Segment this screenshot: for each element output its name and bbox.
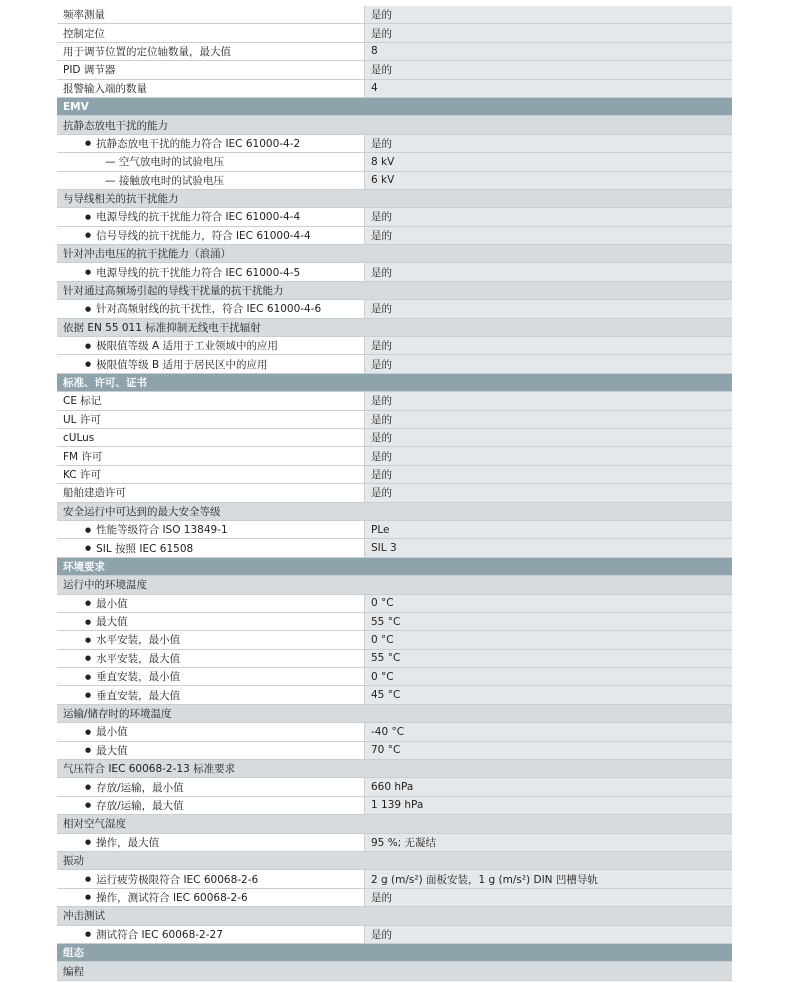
- spec-label: ● 水平安装，最小值: [57, 631, 365, 648]
- subsection-header: [57, 282, 732, 300]
- subsection-title: 相对空气湿度: [63, 818, 126, 831]
- spec-value: 是的: [365, 337, 732, 354]
- spec-row: [57, 263, 732, 281]
- subsection-title: 针对冲击电压的抗干扰能力（浪涌）: [63, 248, 231, 261]
- spec-row: [57, 24, 732, 42]
- subsection-header: [57, 705, 732, 723]
- section-title: EMV: [63, 100, 89, 113]
- spec-value: 是的: [365, 355, 732, 372]
- subsection-header: [57, 815, 732, 833]
- spec-row: [57, 521, 732, 539]
- spec-label: ● 电源导线的抗干扰能力符合 IEC 61000-4-4: [57, 208, 365, 225]
- spec-row: [57, 778, 732, 796]
- spec-value: 8 kV: [365, 153, 732, 170]
- spec-value: 55 °C: [365, 650, 732, 667]
- spec-row: [57, 411, 732, 429]
- spec-row: [57, 135, 732, 153]
- subsection-header: [57, 319, 732, 337]
- subsection-title: 气压符合 IEC 60068-2-13 标准要求: [63, 763, 236, 776]
- spec-value: 55 °C: [365, 613, 732, 630]
- spec-value: SIL 3: [365, 539, 732, 556]
- spec-row: [57, 429, 732, 447]
- section-header: [57, 558, 732, 576]
- spec-value: 是的: [365, 6, 732, 23]
- spec-value: 8: [365, 43, 732, 60]
- spec-label: ● 最小值: [57, 595, 365, 612]
- section-header: [57, 374, 732, 392]
- spec-label: ● 存放/运输，最小值: [57, 778, 365, 795]
- spec-value: PLe: [365, 521, 732, 538]
- subsection-title: 安全运行中可达到的最大安全等级: [63, 505, 221, 518]
- spec-label: 控制定位: [57, 24, 365, 41]
- spec-row: [57, 392, 732, 410]
- spec-label: CE 标记: [57, 392, 365, 409]
- spec-value: 0 °C: [365, 668, 732, 685]
- spec-label: FM 许可: [57, 447, 365, 464]
- spec-label: ● 极限值等级 B 适用于居民区中的应用: [57, 355, 365, 372]
- section-title: 环境要求: [63, 560, 105, 573]
- spec-value: 4: [365, 80, 732, 97]
- spec-row: [57, 723, 732, 741]
- spec-value: 是的: [365, 300, 732, 317]
- spec-label: — 空气放电时的试验电压: [57, 153, 365, 170]
- spec-label: 用于调节位置的定位轴数量，最大值: [57, 43, 365, 60]
- spec-value: 是的: [365, 263, 732, 280]
- subsection-title: 抗静态放电干扰的能力: [63, 119, 168, 132]
- spec-row: [57, 595, 732, 613]
- spec-value: 是的: [365, 447, 732, 464]
- spec-row: [57, 889, 732, 907]
- spec-label: KC 许可: [57, 466, 365, 483]
- spec-label: ● 针对高频射线的抗干扰性，符合 IEC 61000-4-6: [57, 300, 365, 317]
- spec-label: ● 最小值: [57, 723, 365, 740]
- subsection-header: [57, 760, 732, 778]
- spec-row: [57, 337, 732, 355]
- spec-label: 船舶建造许可: [57, 484, 365, 501]
- spec-value: 是的: [365, 484, 732, 501]
- spec-table: [57, 6, 732, 981]
- spec-value: 1 139 hPa: [365, 797, 732, 814]
- spec-label: 频率测量: [57, 6, 365, 23]
- subsection-title: 冲击测试: [63, 910, 105, 923]
- spec-value: 95 %; 无凝结: [365, 834, 732, 851]
- spec-row: [57, 300, 732, 318]
- spec-value: 是的: [365, 135, 732, 152]
- subsection-header: [57, 907, 732, 925]
- spec-label: ● 性能等级符合 ISO 13849-1: [57, 521, 365, 538]
- spec-row: [57, 447, 732, 465]
- spec-label: UL 许可: [57, 411, 365, 428]
- subsection-header: [57, 503, 732, 521]
- spec-value: 是的: [365, 466, 732, 483]
- subsection-header: [57, 852, 732, 870]
- spec-label: ● 操作，测试符合 IEC 60068-2-6: [57, 889, 365, 906]
- spec-row: [57, 613, 732, 631]
- spec-value: 45 °C: [365, 686, 732, 703]
- spec-row: [57, 80, 732, 98]
- subsection-header: [57, 576, 732, 594]
- section-title: 组态: [63, 947, 84, 960]
- spec-row: [57, 172, 732, 190]
- spec-row: [57, 355, 732, 373]
- spec-label: ● 操作，最大值: [57, 834, 365, 851]
- spec-label: ● 最大值: [57, 613, 365, 630]
- spec-row: [57, 742, 732, 760]
- spec-row: [57, 43, 732, 61]
- spec-label: cULus: [57, 429, 365, 446]
- spec-value: 是的: [365, 392, 732, 409]
- spec-row: [57, 834, 732, 852]
- spec-value: 是的: [365, 208, 732, 225]
- spec-row: [57, 61, 732, 79]
- spec-label: ● 垂直安装，最大值: [57, 686, 365, 703]
- subsection-title: 运行中的环境温度: [63, 579, 147, 592]
- spec-value: 是的: [365, 889, 732, 906]
- spec-row: [57, 797, 732, 815]
- subsection-title: 与导线相关的抗干扰能力: [63, 193, 179, 206]
- spec-value: 0 °C: [365, 631, 732, 648]
- spec-row: [57, 466, 732, 484]
- spec-row: [57, 153, 732, 171]
- spec-value: 6 kV: [365, 172, 732, 189]
- section-header: [57, 944, 732, 962]
- spec-value: 660 hPa: [365, 778, 732, 795]
- subsection-title: 编程: [63, 965, 84, 978]
- section-header: [57, 98, 732, 116]
- spec-label: ● 运行疲劳极限符合 IEC 60068-2-6: [57, 870, 365, 887]
- spec-value: 是的: [365, 926, 732, 943]
- subsection-title: 振动: [63, 855, 84, 868]
- spec-label: ● 抗静态放电干扰的能力符合 IEC 61000-4-2: [57, 135, 365, 152]
- spec-label: ● 测试符合 IEC 60068-2-27: [57, 926, 365, 943]
- spec-value: -40 °C: [365, 723, 732, 740]
- spec-label: ● 信号导线的抗干扰能力，符合 IEC 61000-4-4: [57, 227, 365, 244]
- spec-label: — 接触放电时的试验电压: [57, 172, 365, 189]
- spec-row: [57, 484, 732, 502]
- spec-label: 报警输入端的数量: [57, 80, 365, 97]
- spec-row: [57, 686, 732, 704]
- spec-value: 是的: [365, 227, 732, 244]
- spec-value: 是的: [365, 411, 732, 428]
- spec-row: [57, 208, 732, 226]
- spec-row: [57, 631, 732, 649]
- spec-label: PID 调节器: [57, 61, 365, 78]
- spec-row: [57, 539, 732, 557]
- spec-value: 是的: [365, 61, 732, 78]
- spec-label: ● SIL 按照 IEC 61508: [57, 539, 365, 556]
- subsection-header: [57, 190, 732, 208]
- subsection-header: [57, 962, 732, 980]
- spec-value: 70 °C: [365, 742, 732, 759]
- spec-value: 是的: [365, 429, 732, 446]
- spec-label: ● 垂直安装，最小值: [57, 668, 365, 685]
- spec-row: [57, 668, 732, 686]
- spec-value: 是的: [365, 24, 732, 41]
- subsection-title: 针对通过高频场引起的导线干扰量的抗干扰能力: [63, 285, 284, 298]
- subsection-header: [57, 116, 732, 134]
- subsection-title: 运输/储存时的环境温度: [63, 708, 172, 721]
- spec-row: [57, 650, 732, 668]
- spec-label: ● 电源导线的抗干扰能力符合 IEC 61000-4-5: [57, 263, 365, 280]
- spec-value: 2 g (m/s²) 面板安装，1 g (m/s²) DIN 凹槽导轨: [365, 870, 732, 887]
- spec-row: [57, 6, 732, 24]
- spec-label: ● 水平安装，最大值: [57, 650, 365, 667]
- section-title: 标准、许可、证书: [63, 377, 147, 389]
- spec-label: ● 最大值: [57, 742, 365, 759]
- spec-row: [57, 870, 732, 888]
- subsection-header: [57, 245, 732, 263]
- subsection-title: 依据 EN 55 011 标准抑制无线电干扰辐射: [63, 321, 261, 334]
- spec-row: [57, 227, 732, 245]
- spec-row: [57, 926, 732, 944]
- spec-label: ● 极限值等级 A 适用于工业领域中的应用: [57, 337, 365, 354]
- spec-label: ● 存放/运输，最大值: [57, 797, 365, 814]
- spec-value: 0 °C: [365, 595, 732, 612]
